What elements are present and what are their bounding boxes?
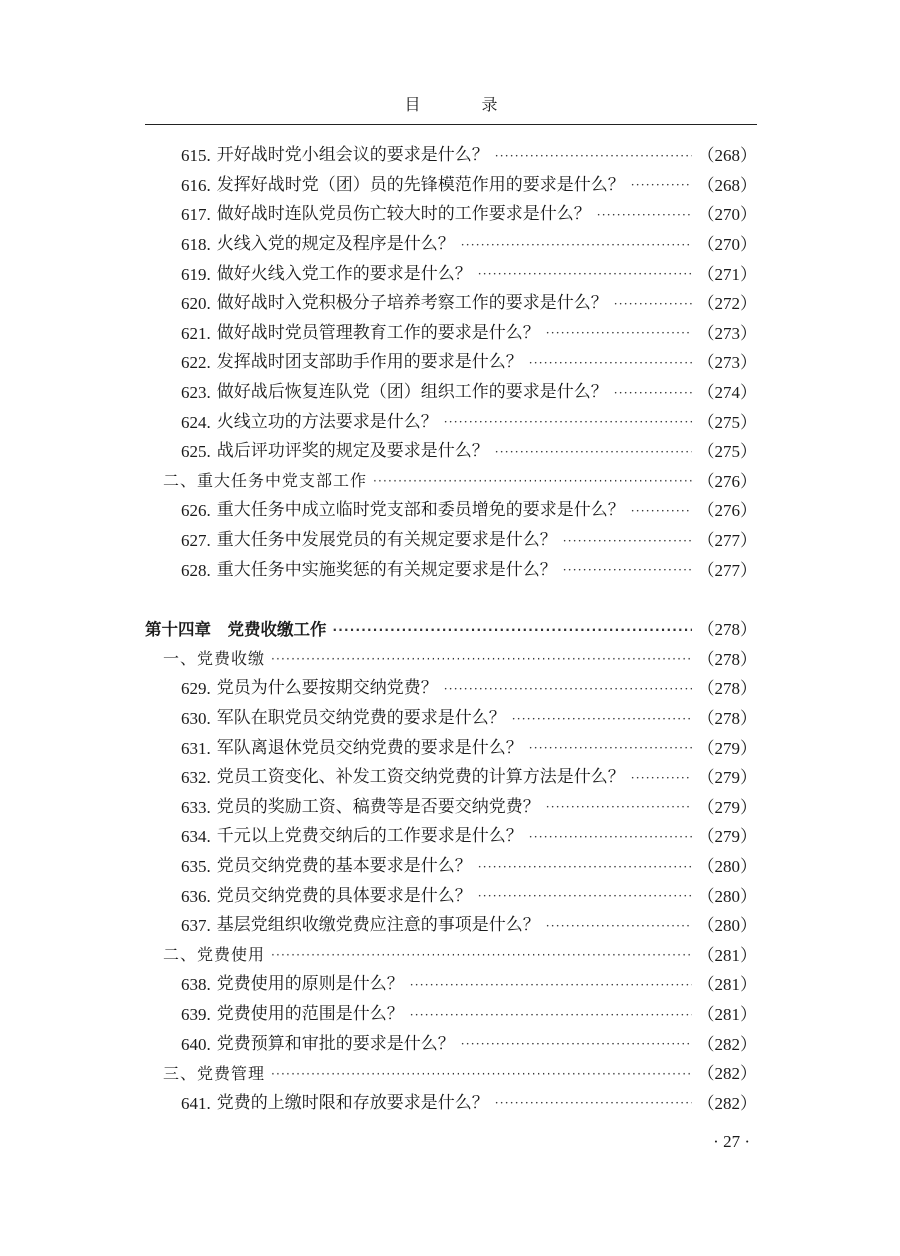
toc-entry-page: （279） xyxy=(697,768,757,788)
toc-entry xyxy=(145,496,757,526)
toc-entry-page: （270） xyxy=(697,205,757,225)
toc-entry-title: 党员工资变化、补发工资交纳党费的计算方法是什么？ xyxy=(216,767,625,788)
toc-entry-number: 627. xyxy=(181,531,211,551)
page-number: · 27 · xyxy=(713,1132,750,1151)
dot-leader xyxy=(271,1068,691,1080)
toc-entry-page: （277） xyxy=(697,531,757,551)
toc-entry-page: （273） xyxy=(697,323,757,343)
toc-entry-title: 做好战时连队党员伤亡较大时的工作要求是什么？ xyxy=(216,204,591,225)
toc-entry xyxy=(145,555,757,585)
toc-entry-number: 629. xyxy=(181,679,211,699)
toc-entry xyxy=(145,1089,757,1119)
toc-entry-page: （281） xyxy=(697,1005,757,1025)
toc-entry-number: 639. xyxy=(181,1005,211,1025)
toc-entry xyxy=(145,822,757,852)
toc-entry-number: 640. xyxy=(181,1034,211,1054)
toc-entry xyxy=(145,733,757,763)
dot-leader xyxy=(478,268,692,280)
toc-entry xyxy=(145,378,757,408)
toc-entry-number: 641. xyxy=(181,1093,211,1113)
toc-entry-page: （279） xyxy=(697,738,757,758)
toc-entry xyxy=(145,763,757,793)
toc-entry-page: （278） xyxy=(697,709,757,729)
toc-entry-title: 党员为什么要按期交纳党费？ xyxy=(216,678,438,699)
toc-entry-page: （280） xyxy=(697,857,757,877)
toc-entry-title: 党费使用的原则是什么？ xyxy=(216,974,404,995)
toc-entry xyxy=(145,437,757,467)
toc-entry-title: 二、重大任务中党支部工作 xyxy=(163,471,368,491)
toc-entry-number: 617. xyxy=(181,205,211,225)
toc-entry-number: 624. xyxy=(181,412,211,432)
toc-entry-number: 633. xyxy=(181,797,211,817)
toc-entry-number: 635. xyxy=(181,857,211,877)
dot-leader xyxy=(461,239,692,251)
toc-entry-title: 战后评功评奖的规定及要求是什么？ xyxy=(216,441,489,462)
dot-leader xyxy=(597,209,692,221)
toc-entry-title: 火线入党的规定及程序是什么？ xyxy=(216,234,455,255)
toc-entry xyxy=(145,970,757,1000)
dot-leader xyxy=(563,564,692,576)
toc-entry-title: 党费预算和审批的要求是什么？ xyxy=(216,1033,455,1054)
toc-entry-title: 第十四章 党费收缴工作 xyxy=(145,619,327,639)
toc-entry xyxy=(145,171,757,201)
toc-entry-page: （276） xyxy=(697,471,757,491)
toc-entry-page: （281） xyxy=(697,975,757,995)
dot-leader xyxy=(495,150,692,162)
toc-entry-title: 重大任务中发展党员的有关规定要求是什么？ xyxy=(216,530,557,551)
toc-entry-page: （278） xyxy=(697,620,757,640)
toc-entry xyxy=(145,407,757,437)
dot-leader xyxy=(546,801,692,813)
toc-entry-number: 631. xyxy=(181,738,211,758)
toc-entry xyxy=(145,911,757,941)
dot-leader xyxy=(631,772,692,784)
toc-entry-number: 638. xyxy=(181,975,211,995)
toc-entry xyxy=(145,348,757,378)
toc-entry-title: 开好战时党小组会议的要求是什么？ xyxy=(216,145,489,166)
toc-entry xyxy=(145,881,757,911)
dot-leader xyxy=(271,949,691,961)
toc-entry-number: 628. xyxy=(181,560,211,580)
dot-leader xyxy=(495,1097,692,1109)
toc-entry-number: 619. xyxy=(181,264,211,284)
dot-leader xyxy=(529,742,692,754)
toc-entry-number: 618. xyxy=(181,235,211,255)
toc-entry-title: 三、党费管理 xyxy=(163,1063,266,1083)
toc-entry-page: （274） xyxy=(697,383,757,403)
dot-leader xyxy=(444,683,692,695)
toc-entry-title: 做好战后恢复连队党（团）组织工作的要求是什么？ xyxy=(216,382,608,403)
toc-entry-page: （271） xyxy=(697,264,757,284)
dot-leader xyxy=(529,357,692,369)
toc-entry xyxy=(145,141,757,171)
toc-entry-number: 636. xyxy=(181,886,211,906)
toc-section xyxy=(145,1059,757,1089)
toc-entry-title: 做好战时入党积极分子培养考察工作的要求是什么？ xyxy=(216,293,608,314)
toc-entry-page: （272） xyxy=(697,294,757,314)
toc-entry xyxy=(145,200,757,230)
toc-entry-number: 634. xyxy=(181,827,211,847)
toc-entry-page: （268） xyxy=(697,175,757,195)
dot-leader xyxy=(529,831,692,843)
toc-entry-page: （282） xyxy=(697,1034,757,1054)
toc-entry xyxy=(145,1029,757,1059)
toc-entry-number: 630. xyxy=(181,709,211,729)
dot-leader xyxy=(373,475,691,487)
toc-entry-page: （278） xyxy=(697,649,757,669)
toc-entry-page: （279） xyxy=(697,797,757,817)
toc-entry-title: 党员的奖励工资、稿费等是否要交纳党费？ xyxy=(216,796,540,817)
toc-entry-page: （273） xyxy=(697,353,757,373)
toc-entry-number: 616. xyxy=(181,175,211,195)
toc-entry-title: 重大任务中成立临时党支部和委员增免的要求是什么？ xyxy=(216,500,625,521)
toc-entry-title: 千元以上党费交纳后的工作要求是什么？ xyxy=(216,826,523,847)
toc-entry-title: 党费的上缴时限和存放要求是什么？ xyxy=(216,1092,489,1113)
toc-entry-page: （270） xyxy=(697,235,757,255)
toc-entry-title: 军队在职党员交纳党费的要求是什么？ xyxy=(216,708,506,729)
toc-entry xyxy=(145,704,757,734)
toc-entry-title: 党员交纳党费的基本要求是什么？ xyxy=(216,856,472,877)
toc-entry-title: 一、党费收缴 xyxy=(163,649,266,669)
toc-entry-number: 621. xyxy=(181,323,211,343)
toc-entry-page: （281） xyxy=(697,945,757,965)
dot-leader xyxy=(333,624,692,636)
toc-entry-title: 重大任务中实施奖惩的有关规定要求是什么？ xyxy=(216,559,557,580)
toc-section xyxy=(145,645,757,675)
toc-entry-title: 做好战时党员管理教育工作的要求是什么？ xyxy=(216,322,540,343)
toc-entry-number: 615. xyxy=(181,146,211,166)
toc-entry-page: （278） xyxy=(697,679,757,699)
toc-entry-number: 622. xyxy=(181,353,211,373)
running-header: 目 录 xyxy=(404,95,526,114)
toc-entry-title: 二、党费使用 xyxy=(163,945,266,965)
dot-leader xyxy=(410,1009,692,1021)
dot-leader xyxy=(410,979,692,991)
toc-entry xyxy=(145,793,757,823)
dot-leader xyxy=(271,653,691,665)
toc-entry xyxy=(145,289,757,319)
toc-entry xyxy=(145,674,757,704)
toc-entry-page: （282） xyxy=(697,1093,757,1113)
dot-leader xyxy=(461,1038,692,1050)
toc-entry-number: 620. xyxy=(181,294,211,314)
dot-leader xyxy=(478,890,692,902)
toc-entry xyxy=(145,259,757,289)
toc-entry xyxy=(145,230,757,260)
header-rule xyxy=(145,124,757,125)
toc-entry-page: （282） xyxy=(697,1064,757,1084)
dot-leader xyxy=(614,387,692,399)
toc-entry-title: 发挥战时团支部助手作用的要求是什么？ xyxy=(216,352,523,373)
toc-entry-page: （279） xyxy=(697,827,757,847)
toc-entry-title: 火线立功的方法要求是什么？ xyxy=(216,411,438,432)
dot-leader xyxy=(631,179,692,191)
toc-entry-page: （275） xyxy=(697,442,757,462)
toc-chapter xyxy=(145,615,757,645)
toc-entry-page: （280） xyxy=(697,886,757,906)
toc-entry-number: 623. xyxy=(181,383,211,403)
dot-leader xyxy=(495,446,692,458)
toc-entry-title: 军队离退休党员交纳党费的要求是什么？ xyxy=(216,737,523,758)
toc-entry-page: （268） xyxy=(697,146,757,166)
toc-entry xyxy=(145,526,757,556)
toc-entry xyxy=(145,1000,757,1030)
toc-entry xyxy=(145,852,757,882)
dot-leader xyxy=(512,713,692,725)
dot-leader xyxy=(563,535,692,547)
toc-entry-title: 做好火线入党工作的要求是什么？ xyxy=(216,263,472,284)
toc-entry-title: 发挥好战时党（团）员的先锋模范作用的要求是什么？ xyxy=(216,174,625,195)
toc-entry-number: 632. xyxy=(181,768,211,788)
toc-entry-title: 党员交纳党费的具体要求是什么？ xyxy=(216,885,472,906)
dot-leader xyxy=(478,861,692,873)
toc-entry-page: （280） xyxy=(697,916,757,936)
toc-entry-title: 基层党组织收缴党费应注意的事项是什么？ xyxy=(216,915,540,936)
dot-leader xyxy=(631,505,692,517)
dot-leader xyxy=(614,298,692,310)
toc-entry-number: 637. xyxy=(181,916,211,936)
dot-leader xyxy=(546,327,692,339)
toc-section xyxy=(145,941,757,971)
toc-entry-title: 党费使用的范围是什么？ xyxy=(216,1004,404,1025)
toc-entry xyxy=(145,319,757,349)
toc-entry-number: 626. xyxy=(181,501,211,521)
toc-entry-page: （277） xyxy=(697,560,757,580)
dot-leader xyxy=(546,920,692,932)
toc-entry-page: （275） xyxy=(697,412,757,432)
toc-entry-number: 625. xyxy=(181,442,211,462)
dot-leader xyxy=(444,416,692,428)
toc-entry-page: （276） xyxy=(697,501,757,521)
toc-section xyxy=(145,467,757,497)
